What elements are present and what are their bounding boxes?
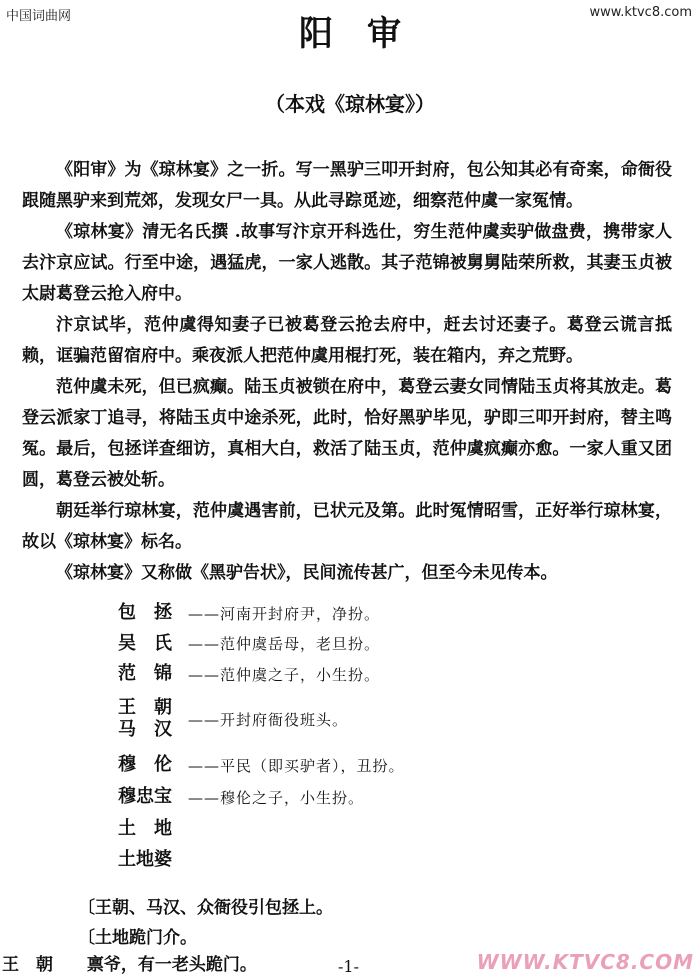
cast-list xyxy=(118,597,638,875)
cast-desc: ——平民（即买驴者），丑扮。 xyxy=(188,756,405,775)
cast-name: 土 地 xyxy=(118,817,172,839)
watermark-bottom-right: WWW.KTVC8.COM xyxy=(476,950,694,974)
watermark-top-right: www.ktvc8.com xyxy=(589,5,692,20)
page-title: 阳审 xyxy=(299,14,435,54)
cast-row xyxy=(118,845,638,875)
cast-desc: ——范仲虞岳母，老旦扮。 xyxy=(188,635,381,653)
stage-directions xyxy=(78,893,333,953)
cast-desc: ——范仲虞之子，小生扮。 xyxy=(188,665,381,684)
cast-row xyxy=(118,658,638,690)
watermark-top-left: 中国词曲网 xyxy=(6,9,72,24)
cast-name: 土地婆 xyxy=(118,849,172,870)
cast-desc: ——河南开封府尹，净扮。 xyxy=(188,604,381,623)
paragraph: 《琼林宴》清无名氏撰 .故事写汴京开科选仕，穷生范仲虞卖驴做盘费，携带家人去汴京应试。行至中途，遇猛虎，一家人逃散。其子范锦被舅舅陆荣所救，其妻玉贞被太尉葛登云抢入府中。 xyxy=(22,222,672,304)
cast-name: 王 朝 马 汉 xyxy=(118,697,172,740)
cast-name: 范 锦 xyxy=(118,663,172,684)
paragraph: 《琼林宴》又称做《黑驴告状》，民间流传甚广，但至今未见传本。 xyxy=(56,563,558,583)
page-number: -1- xyxy=(338,957,359,976)
page-subtitle: （本戏《琼林宴》） xyxy=(265,92,435,116)
cast-row xyxy=(118,629,638,658)
synopsis xyxy=(22,155,672,589)
cast-row xyxy=(118,748,638,782)
paragraph: 汴京试毕，范仲虞得知妻子已被葛登云抢去府中，赶去讨还妻子。葛登云谎言抵赖，诓骗范留宿府中。乘夜派人把范仲虞用棍打死，装在箱内，弃之荒野。 xyxy=(22,315,672,366)
stage-direction: 〔王朝、马汉、众衙役引包拯上。 xyxy=(78,898,333,918)
dialog-speaker: 王 朝 xyxy=(2,955,53,975)
paragraph: 朝廷举行琼林宴，范仲虞遇害前，已状元及第。此时冤情昭雪，正好举行琼林宴，故以《琼林宴》标名。 xyxy=(22,501,672,552)
stage-direction: 〔土地跪门介。 xyxy=(78,928,197,948)
cast-row xyxy=(118,690,638,748)
cast-desc: ——穆伦之子，小生扮。 xyxy=(188,788,365,807)
cast-row xyxy=(118,597,638,629)
cast-name: 穆 伦 xyxy=(118,754,172,775)
cast-row xyxy=(118,812,638,845)
cast-name: 吴 氏 xyxy=(118,632,172,654)
paragraph: 《阳审》为《琼林宴》之一折。写一黑驴三叩开封府，包公知其必有奇案，命衙役跟随黑驴来到荒郊，发现女尸一具。从此寻踪觅迹，细察范仲虞一家冤情。 xyxy=(22,160,672,211)
cast-desc: ——开封府衙役班头。 xyxy=(188,710,349,729)
paragraph: 范仲虞未死，但已疯癫。陆玉贞被锁在府中，葛登云妻女同情陆玉贞将其放走。葛登云派家丁追寻，将陆玉贞中途杀死，此时，恰好黑驴毕见，驴即三叩开封府，替主鸣冤。最后，包拯详查细访，真相大白，救活了陆玉贞，范仲虞疯癫亦愈。一家人重又团圆，葛登云被处斩。 xyxy=(22,377,672,490)
cast-name: 包 拯 xyxy=(118,602,172,623)
dialog-line xyxy=(2,950,257,975)
cast-row xyxy=(118,782,638,812)
cast-name: 穆忠宝 xyxy=(118,786,172,807)
dialog-text: 禀爷，有一老头跪门。 xyxy=(86,955,257,975)
